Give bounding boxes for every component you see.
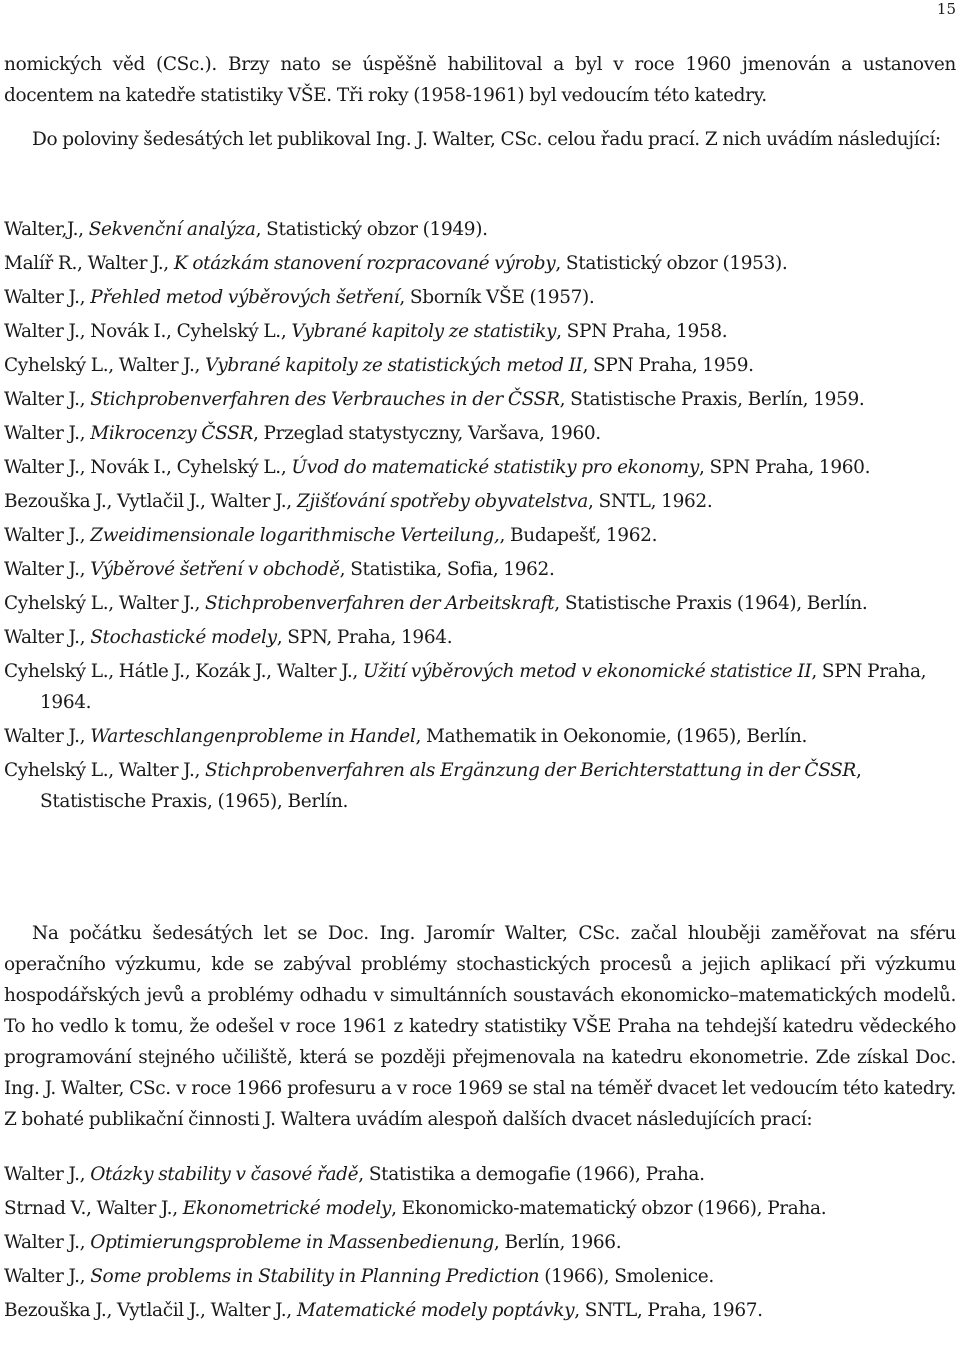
reference-item: Malíř R., Walter J., K otázkám stanovení rozpracované výroby, Statistický obzor (1953).	[4, 253, 788, 274]
reference-item: Walter J., Warteschlangenprobleme in Handel, Mathematik in Oekonomie, (1965), Berlín.	[4, 726, 807, 747]
reference-item: Cyhelský L., Walter J., Stichprobenverfahren als Ergänzung der Berichterstattung in der ČSSR, Statistische Praxis, (1965), Berlín.	[4, 760, 862, 812]
reference-item: Walter J., Stichprobenverfahren des Verbrauches in der ČSSR, Statistische Praxis, Berlín, 1959.	[4, 389, 865, 410]
reference-item: Walter J., Stochastické modely, SPN, Praha, 1964.	[4, 627, 453, 648]
middle-text	[4, 918, 956, 1135]
reference-item: Walter J., Some problems in Stability in Planning Prediction (1966), Smolenice.	[4, 1266, 714, 1287]
reference-item: Bezouška J., Vytlačil J., Walter J., Matematické modely poptávky, SNTL, Praha, 1967.	[4, 1300, 763, 1321]
reference-item: Walter J., Výběrové šetření v obchodě, Statistika, Sofia, 1962.	[4, 559, 555, 580]
reference-item: Walter J., Novák I., Cyhelský L., Vybrané kapitoly ze statistiky, SPN Praha, 1958.	[4, 321, 728, 342]
reference-item: Walter J., Zweidimensionale logarithmische Verteilung,, Budapešť, 1962.	[4, 525, 658, 546]
reference-item: Walter J., Optimierungsprobleme in Massenbedienung, Berlín, 1966.	[4, 1232, 622, 1253]
reference-item: Walter J., Přehled metod výběrových šetření, Sborník VŠE (1957).	[4, 287, 595, 308]
reference-item: Walter J., Mikrocenzy ČSSR, Przeglad statystyczny, Varšava, 1960.	[4, 423, 601, 444]
reference-item: Strnad V., Walter J., Ekonometrické modely, Ekonomicko-matematický obzor (1966), Praha.	[4, 1198, 827, 1219]
reference-item: Cyhelský L., Hátle J., Kozák J., Walter J., Užití výběrových metod v ekonomické statistice II, SPN Praha, 1964.	[4, 661, 927, 713]
reference-item: Walter J., Otázky stability v časové řadě, Statistika a demogafie (1966), Praha.	[4, 1164, 705, 1185]
publications-intro-paragraph: Do poloviny šedesátých let publikoval Ing. J. Walter, CSc. celou řadu prací. Z nich uvádím následující:	[32, 129, 941, 150]
reference-item: Walter J., Novák I., Cyhelský L., Úvod do matematické statistiky pro ekonomy, SPN Praha, 1960.	[4, 457, 871, 478]
intro-paragraph: nomických věd (CSc.). Brzy nato se úspěšně habilitoval a byl v roce 1960 jmenován a ustanoven docentem na katedře statistiky VŠE. Tři roky (1958-1961) byl vedoucím této katedry.	[4, 54, 956, 106]
reference-item: Bezouška J., Vytlačil J., Walter J., Zjišťování spotřeby obyvatelstva, SNTL, 1962.	[4, 491, 713, 512]
reference-item: Cyhelský L., Walter J., Vybrané kapitoly ze statistických metod II, SPN Praha, 1959.	[4, 355, 754, 376]
page-number: 15	[936, 0, 956, 18]
reference-list-early	[4, 214, 956, 820]
reference-item: Walter,J., Sekvenční analýza, Statistický obzor (1949).	[4, 219, 488, 240]
reference-list-later	[4, 1159, 956, 1329]
career-paragraph: Na počátku šedesátých let se Doc. Ing. Jaromír Walter, CSc. začal hlouběji zaměřovat na sféru operačního výzkumu, kde se zabýval problémy stochastických procesů a jejich aplikací při výzkumu hospodářských jevů a problémy odhadu v simultánních soustavách ekonomicko–matematických modelů. To ho vedlo k tomu, že odešel v roce 1961 z katedry statistiky VŠE Praha na tehdejší katedru vědeckého programování stejného učiliště, která se později přejmenovala na katedru ekonometrie. Zde získal Doc. Ing. J. Walter, CSc. v roce 1966 profesuru a v roce 1969 se stal na téměř dvacet let vedoucím této katedry. Z bohaté publikační činnosti J. Waltera uvádím alespoň dalších dvacet následujících prací:	[4, 923, 956, 1130]
opening-text	[4, 49, 956, 155]
reference-item: Cyhelský L., Walter J., Stichprobenverfahren der Arbeitskraft, Statistische Praxis (1964), Berlín.	[4, 593, 868, 614]
